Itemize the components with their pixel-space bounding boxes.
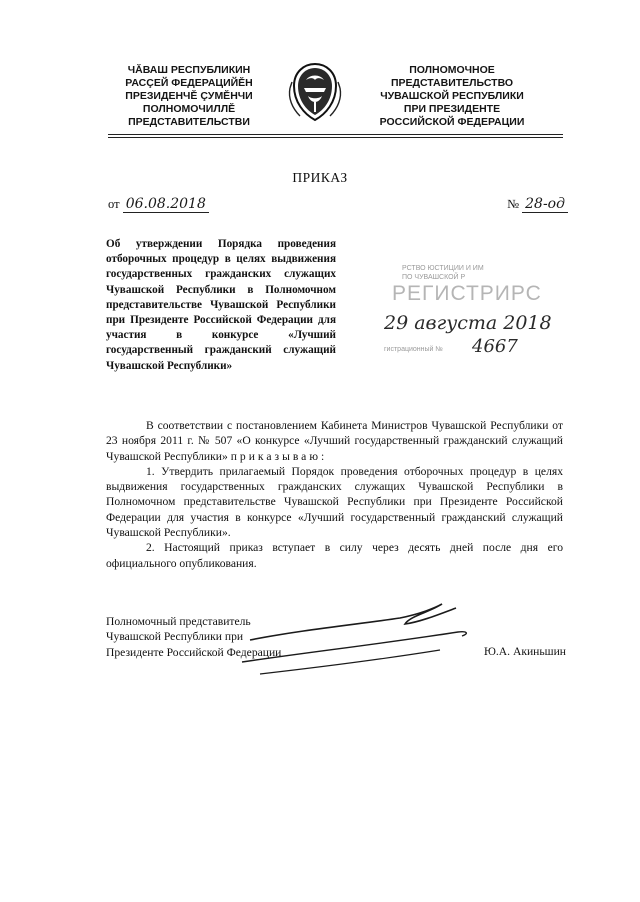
document-subject: Об утверждении Порядка проведения отборочных процедур в целях выдвижения государственных гражданских служащих Чувашской Республики в Полномочном представительстве Чувашской Республики при Президенте Российской Федерации для участия в конкурсе «Лучший государственный гражданский служащий Чувашской Республики» xyxy=(106,238,336,372)
body-intro: В соответствии с постановлением Кабинета Министров Чувашской Республики от 23 ноября 2011 г. № 507 «О конкурсе «Лучший государственный гражданский служащий Чувашской Республики» xyxy=(106,419,563,463)
stamp-number: 4667 xyxy=(472,336,518,357)
header-left-line: РАСÇЕЙ ФЕДЕРАЦИЙĔН xyxy=(125,77,253,89)
header-divider-thick xyxy=(108,134,563,135)
body-item-2: 2. Настоящий приказ вступает в силу через десять дней после дня его официального опубликования. xyxy=(106,541,563,570)
document-body xyxy=(106,418,563,571)
header-left-line: ПОЛНОМОЧИЛЛĔ xyxy=(142,103,236,115)
number-prefix: № xyxy=(507,197,520,211)
document-title: ПРИКАЗ xyxy=(292,170,348,185)
signer-title-line: Чувашской Республики при xyxy=(106,630,244,644)
stamp-date: 29 августа 2018 xyxy=(384,312,552,334)
stamp-header-line: РСТВО ЮСТИЦИИ И ИМ xyxy=(402,265,484,272)
header-divider-thin xyxy=(108,137,563,138)
header-right-line: ПРИ ПРЕЗИДЕНТЕ xyxy=(403,103,501,115)
body-intro-paragraph xyxy=(106,418,563,464)
header-right-line: ПРЕДСТАВИТЕЛЬСТВО xyxy=(390,77,514,89)
header-right-line: РОССИЙСКОЙ ФЕДЕРАЦИИ xyxy=(379,116,525,128)
order-word: приказываю: xyxy=(230,449,328,463)
registration-stamp xyxy=(384,260,564,370)
header-right-russian xyxy=(372,64,532,129)
stamp-registered-text: РЕГИСТРИРС xyxy=(392,282,542,305)
body-item-1: 1. Утвердить прилагаемый Порядок проведения отборочных процедур в целях выдвижения государственных гражданских служащих Чувашской Республики в Полномочном представительстве Чувашской Республики при Президенте Российской Федерации для участия в конкурсе «Лучший государственный гражданский служащий Чувашской Республики». xyxy=(106,464,563,540)
signature-block xyxy=(106,614,566,660)
coat-of-arms-emblem xyxy=(286,58,344,124)
number-value: 28-од xyxy=(522,196,568,213)
document-date xyxy=(108,196,209,212)
signer-title-line: Президенте Российской Федерации xyxy=(106,645,282,659)
document-number xyxy=(507,196,568,212)
header-right-line: ПОЛНОМОЧНОЕ xyxy=(409,64,495,76)
stamp-number-label: гистрационный № xyxy=(384,346,443,353)
header-left-chuvash xyxy=(104,64,274,129)
date-prefix: от xyxy=(108,197,120,211)
stamp-header xyxy=(402,264,484,282)
header-left-line: ПРЕЗИДЕНЧĔ ÇУМĔНЧИ xyxy=(125,90,253,102)
header-left-line: ПРЕДСТАВИТЕЛЬСТВИ xyxy=(128,116,250,128)
signer-title-line: Полномочный представитель xyxy=(106,615,251,628)
stamp-header-line: ПО ЧУВАШСКОЙ Р xyxy=(402,274,466,281)
header-right-line: ЧУВАШСКОЙ РЕСПУБЛИКИ xyxy=(380,90,524,102)
signer-name: Ю.А. Акиньшин xyxy=(483,645,566,658)
header-left-line: ЧĂВАШ РЕСПУБЛИКИН xyxy=(127,64,251,76)
date-value: 06.08.2018 xyxy=(123,196,209,213)
